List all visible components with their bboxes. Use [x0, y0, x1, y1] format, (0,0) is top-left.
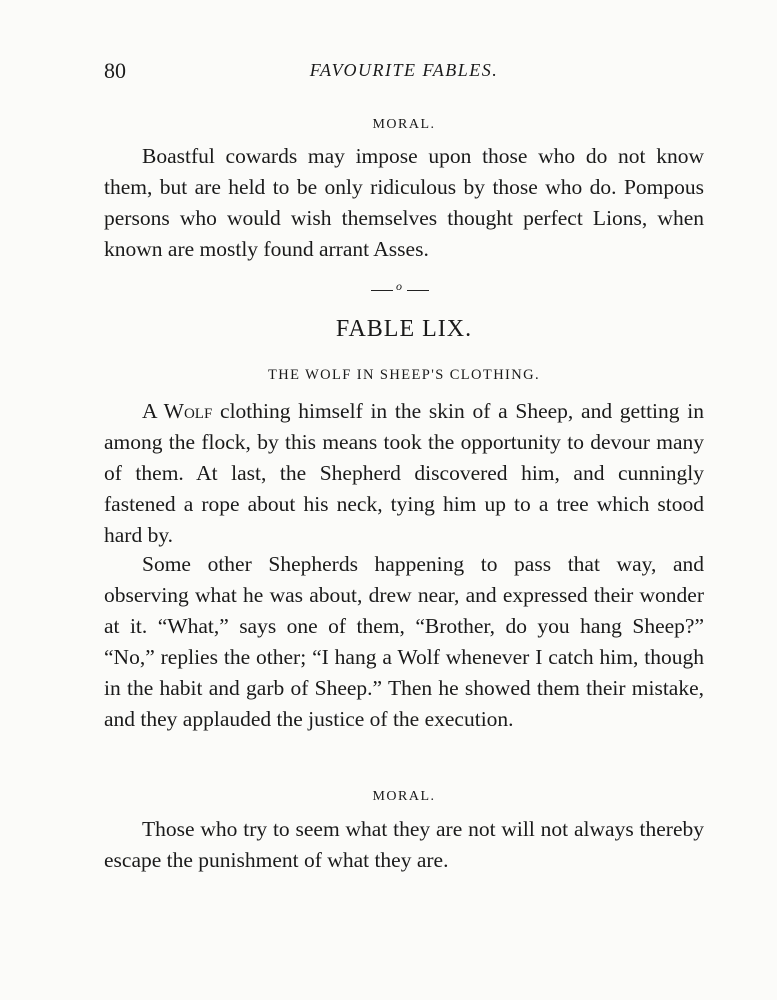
- fable-paragraph: Some other Shepherds happening to pass that way, and observing what he was about, drew near, and expressed their wonder at it. “What,” says one of them, “Brother, do you hang Sheep?” “No,” replies the other; “I hang a Wolf whenever I catch him, though in the habit and garb of Sheep.” Then he showed them their mistake, and they applauded the justice of the execution.: [104, 552, 704, 731]
- fable-subtitle: THE WOLF IN SHEEP'S CLOTHING.: [267, 367, 541, 383]
- section-divider: [371, 279, 429, 297]
- moral-text: Boastful cowards may impose upon those who do not know them, but are held to be only ridiculous by those who do. Pompous persons who would wish themselves thought perfect Lions, when known are mostly found arrant Asses.: [104, 144, 704, 261]
- fable-paragraph-text: clothing himself in the skin of a Sheep, and getting in among the flock, by this means took the opportunity to devour many of them. At last, the Shepherd discovered him, and cunningly fastened a rope about his neck, tying him up to a tree which stood hard by.: [104, 399, 704, 547]
- fable-title: FABLE LIX.: [335, 316, 473, 342]
- page-header: [104, 58, 704, 88]
- page-number: 80: [104, 58, 126, 83]
- fable-lead-words: A Wolf: [142, 399, 213, 423]
- divider-mark: o: [396, 279, 402, 293]
- fable-paragraph: [104, 396, 704, 551]
- moral-heading: MORAL.: [372, 789, 436, 804]
- running-title: FAVOURITE FABLES.: [309, 60, 499, 80]
- moral-heading: MORAL.: [372, 117, 436, 132]
- moral-text: Those who try to seem what they are not will not always thereby escape the punishment of what they are.: [104, 817, 704, 872]
